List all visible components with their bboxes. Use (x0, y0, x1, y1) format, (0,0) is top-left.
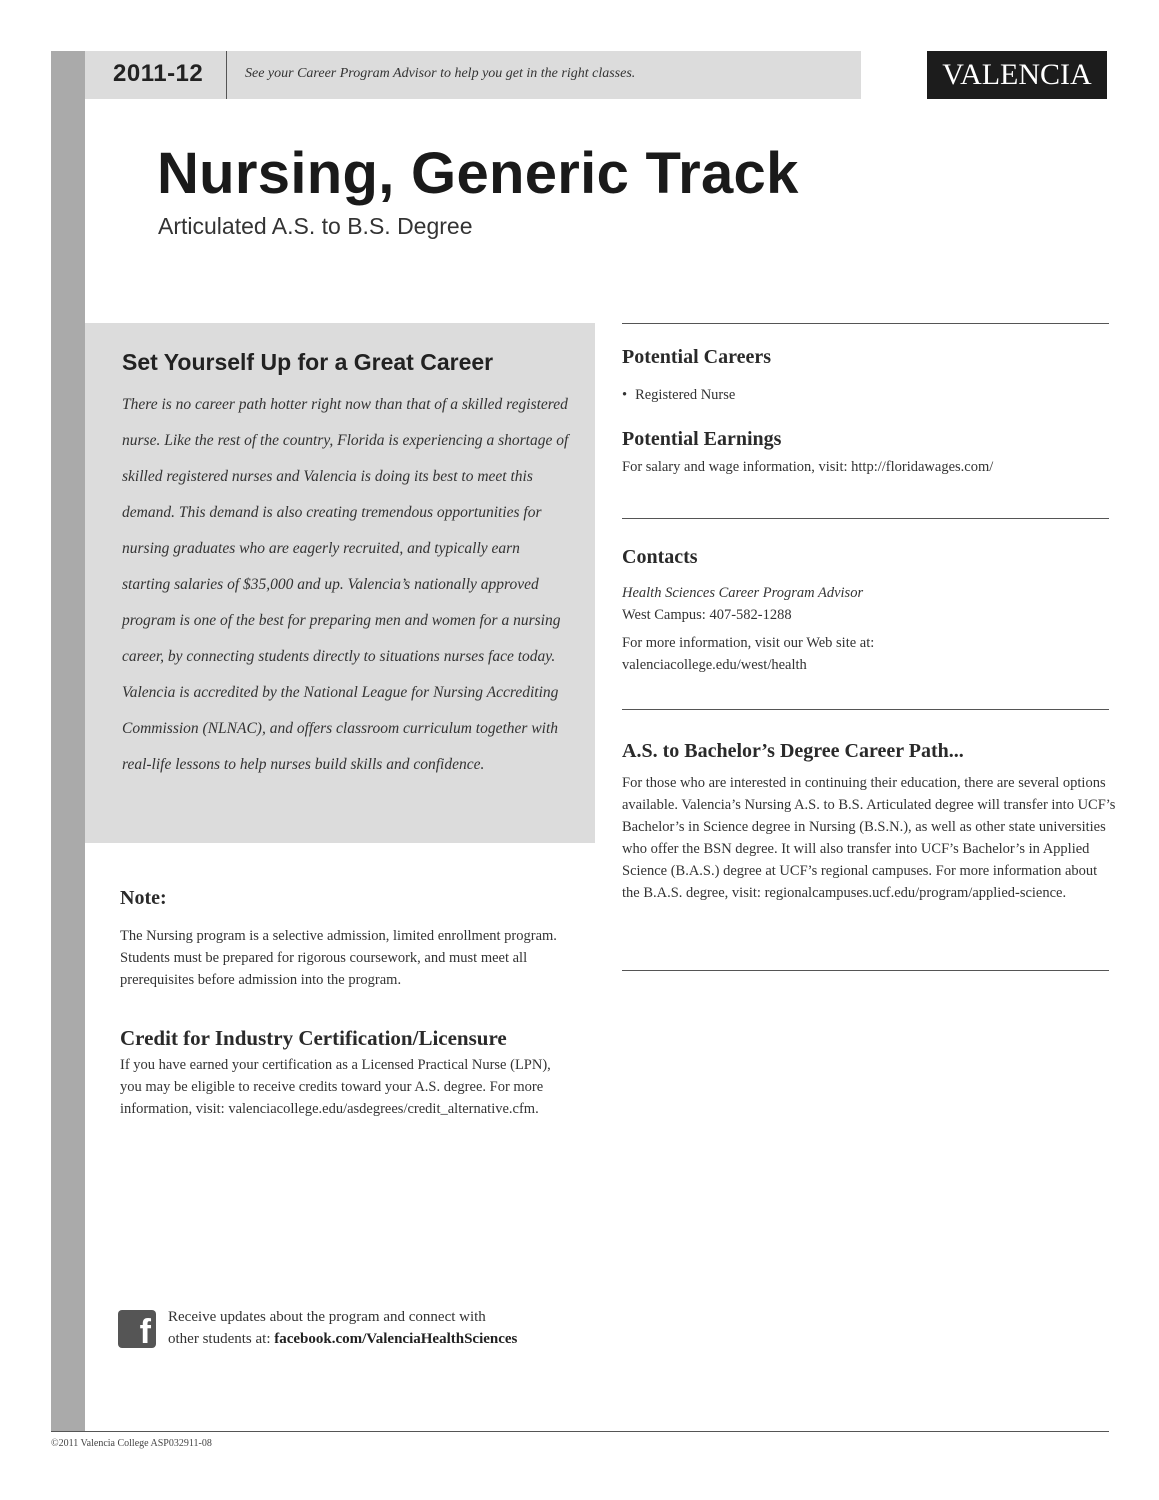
facebook-text-line1: Receive updates about the program and connect with (168, 1309, 486, 1325)
careers-list-item (622, 384, 1117, 406)
header-divider (226, 51, 227, 99)
credit-body: If you have earned your certification as a Licensed Practical Nurse (LPN), you may be eligible to receive credits toward your A.S. degree. For more information, visit: valenciacollege.edu/asdegrees/credit_alternative.cfm. (120, 1057, 551, 1117)
facebook-icon[interactable]: f (118, 1310, 156, 1348)
bachelor-body: For those who are interested in continuing their education, there are several options available. Valencia’s Nursing A.S. to B.S. Articulated degree will transfer into UCF’s Bachelor’s in Science degree in Nursing (B.S.N.), as well as other state universities who offer the BSN degree. It will also transfer into UCF’s Bachelor’s in Applied Science (B.A.S.) degree at UCF’s regional campuses. For more information about the B.A.S. degree, visit: regionalcampuses.ucf.edu/program/applied-science. (622, 775, 1116, 901)
advisor-note: See your Career Program Advisor to help you get in the right classes. (245, 66, 636, 81)
career-box-heading: Set Yourself Up for a Great Career (122, 349, 494, 375)
footer-rule (51, 1431, 1109, 1432)
contacts-advisor: Health Sciences Career Program Advisor (622, 585, 864, 601)
credit-heading: Credit for Industry Certification/Licensure (120, 1026, 507, 1050)
facebook-link[interactable]: facebook.com/ValenciaHealthSciences (274, 1331, 518, 1347)
facebook-text (168, 1306, 598, 1350)
contacts-heading: Contacts (622, 546, 698, 568)
career-box-body: There is no career path hotter right now than that of a skilled registered nurse. Like the rest of the country, Florida is experiencing a shortage of skilled registered nurses and Valencia is doing its best to meet this demand. This demand is also creating tremendous opportunities for nursing graduates who are eagerly recruited, and typically earn starting salaries of $35,000 and up. Valencia’s nationally approved program is one of the best for preparing men and women for a nursing career, by connecting students directly to situations nurses face today. Valencia is accredited by the National League for Nursing Accrediting Commission (NLNAC), and offers classroom curriculum together with real-life lessons to help nurses build skills and confidence. (122, 396, 569, 773)
career-registered-nurse: Registered Nurse (635, 387, 736, 403)
careers-heading: Potential Careers (622, 346, 772, 368)
section-divider (622, 970, 1109, 971)
section-divider (622, 323, 1109, 324)
valencia-logo: VALENCIA (927, 51, 1107, 99)
earnings-body: For salary and wage information, visit: http://floridawages.com/ (622, 459, 994, 475)
note-body: The Nursing program is a selective admission, limited enrollment program. Students must be prepared for rigorous coursework, and must meet all prerequisites before admission into the program. (120, 928, 557, 988)
bachelor-heading: A.S. to Bachelor’s Degree Career Path... (622, 740, 964, 762)
contacts-phone: West Campus: 407-582-1288 (622, 607, 792, 623)
note-heading: Note: (120, 887, 167, 909)
earnings-heading: Potential Earnings (622, 428, 782, 450)
sidebar-bar (51, 51, 85, 1431)
year-label: 2011-12 (113, 60, 204, 87)
page-title: Nursing, Generic Track (157, 141, 799, 206)
section-divider (622, 709, 1109, 710)
contacts-url[interactable]: valenciacollege.edu/west/health (622, 657, 807, 673)
footer-text: ©2011 Valencia College ASP032911-08 (51, 1438, 212, 1449)
contacts-more-info: For more information, visit our Web site at: (622, 635, 875, 651)
bullet: • (622, 387, 628, 403)
career-box (85, 323, 595, 843)
section-divider (622, 518, 1109, 519)
page-subtitle: Articulated A.S. to B.S. Degree (158, 213, 473, 239)
facebook-text-prefix: other students at: (168, 1331, 271, 1347)
